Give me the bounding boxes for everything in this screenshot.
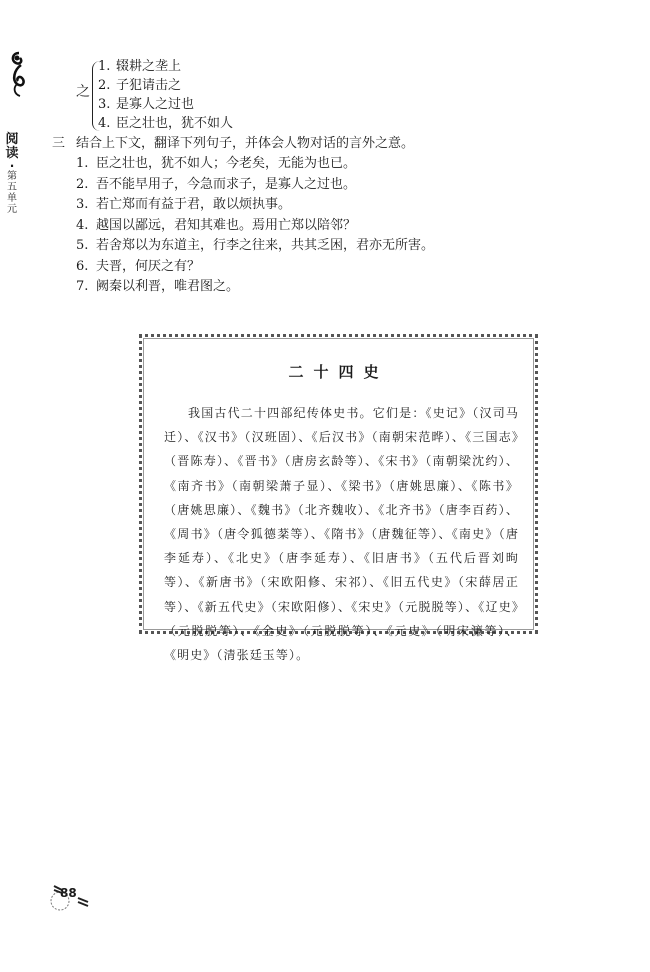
item-number: 6. — [76, 258, 89, 274]
sentence-item — [52, 277, 612, 298]
sentence-item — [52, 154, 612, 175]
brace-head-char: 之 — [76, 84, 90, 100]
item-number: 3. — [76, 197, 89, 212]
side-label-char: 单 — [7, 193, 17, 204]
side-label-char: 五 — [7, 182, 17, 193]
item-text: 吾不能早用子，今急而求子，是寡人之过也。 — [96, 176, 357, 192]
instruction-text: 结合上下文，翻译下列句子，并体会人物对话的言外之意。 — [76, 136, 415, 151]
item-text: 是寡人之过也 — [116, 97, 195, 112]
item-text: 臣之壮也，犹不如人；今老矣，无能为也已。 — [96, 156, 357, 171]
item-number: 2. — [76, 176, 89, 192]
side-label-char: 读 — [5, 146, 19, 161]
item-number: 4. — [98, 116, 111, 131]
item-text: 子犯请击之 — [116, 78, 182, 93]
brace-item — [98, 95, 233, 114]
item-number: 4. — [76, 217, 89, 233]
section-instruction — [52, 134, 612, 154]
exercise-section-three — [52, 134, 612, 298]
sentence-list — [52, 154, 612, 298]
sentence-item — [52, 195, 612, 216]
item-text: 若舍郑以为东道主，行李之往来，共其乏困，君亦无所害。 — [96, 238, 435, 253]
brace-item — [98, 76, 233, 95]
sidebar-title: 二十四史 — [288, 363, 389, 381]
page-number: 88 — [60, 886, 77, 900]
brace-item — [98, 114, 233, 133]
sentence-item — [52, 216, 612, 237]
brace-item-list — [98, 57, 233, 133]
sidebar-body-text: 我国古代二十四部纪传体史书。它们是：《史记》（汉司马迁）、《汉书》（汉班固）、《后汉书》（南朝宋范晔）、《三国志》（晋陈寿）、《晋书》（唐房玄龄等）、《宋书》（南朝梁沈约）、《南齐书》（南朝梁萧子显）、《梁书》（唐姚思廉）、《陈书》（唐姚思廉）、《魏书》（北齐魏收）、《北齐书》（唐李百药）、《周书》（唐令狐德棻等）、《隋书》（唐魏征等）、《南史》（唐李延寿）、《北史》（唐李延寿）、《旧唐书》（五代后晋刘昫等）、《新唐书》（宋欧阳修、宋祁）、《旧五代史》（宋薛居正等）、《新五代史》（宋欧阳修）、《宋史》（元脱脱等）、《辽史》（元脱脱等）、《金史》（元脱脱等）、《元史》（明宋濂等）、《明史》（清张廷玉等）。 — [164, 406, 519, 663]
sentence-item — [52, 175, 612, 196]
item-text: 夫晋，何厌之有？ — [96, 258, 201, 274]
brace-item — [98, 57, 233, 76]
item-number: 3. — [98, 97, 111, 112]
item-number: 7. — [76, 279, 89, 294]
item-text: 越国以鄙远，君知其难也。焉用亡郑以陪邻？ — [96, 217, 357, 233]
unit-side-label — [4, 133, 20, 215]
item-number: 1. — [98, 59, 111, 74]
section-number: 三 — [52, 136, 66, 151]
sentence-item — [52, 236, 612, 257]
item-text: 阙秦以利晋，唯君图之。 — [96, 279, 240, 294]
side-label-char: 阅 — [5, 132, 19, 147]
item-number: 2. — [98, 78, 111, 93]
item-text: 若亡郑而有益于君，敢以烦执事。 — [96, 197, 292, 212]
scroll-ornament-icon — [8, 50, 30, 98]
side-label-char: 元 — [7, 204, 17, 215]
page-number-block — [48, 884, 88, 910]
item-text: 臣之壮也，犹不如人 — [116, 116, 234, 131]
sentence-item — [52, 257, 612, 278]
item-text: 辍耕之垄上 — [116, 59, 182, 74]
twenty-four-histories-sidebar — [139, 334, 538, 663]
side-label-separator: · — [9, 159, 15, 173]
item-number: 5. — [76, 238, 89, 253]
side-label-char: 第 — [7, 171, 17, 182]
item-number: 1. — [76, 156, 89, 171]
